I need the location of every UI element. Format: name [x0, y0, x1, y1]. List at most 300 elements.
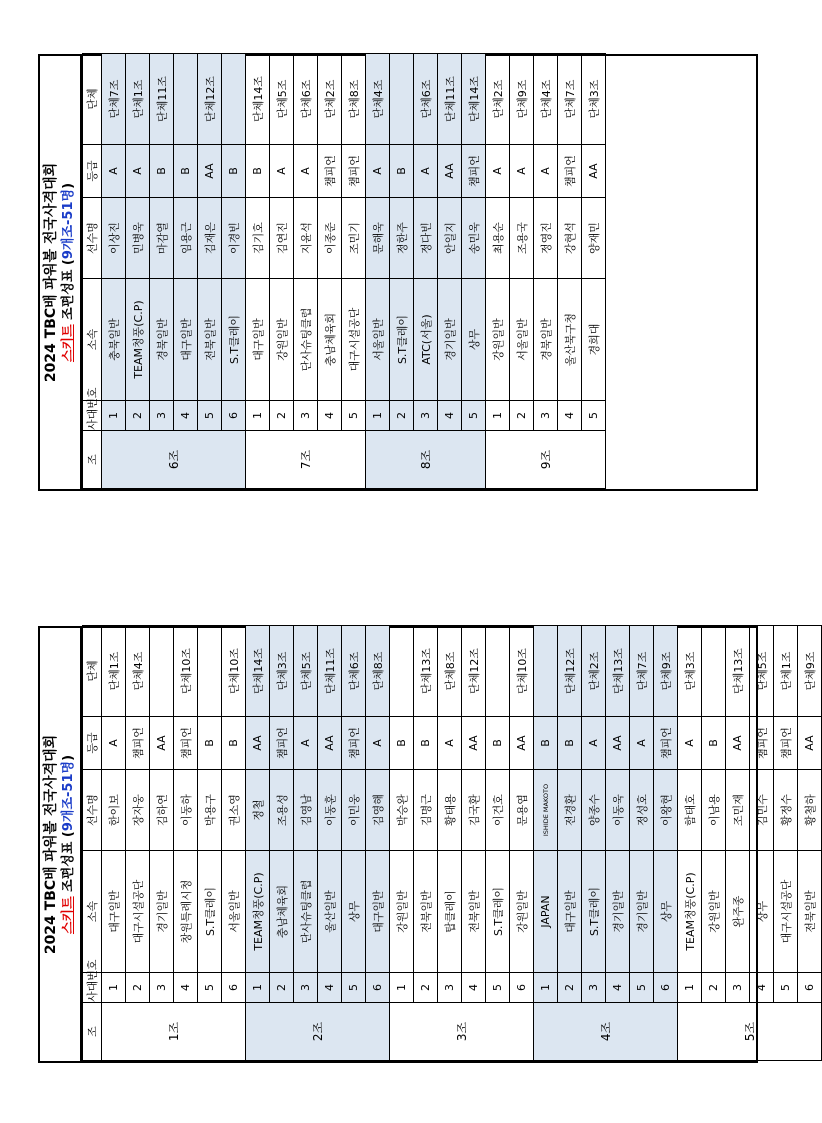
- header-row: [83, 54, 102, 489]
- team-squad: [222, 54, 246, 145]
- grade: A: [582, 717, 606, 770]
- grade: B: [174, 145, 198, 198]
- stand-number: 5: [342, 973, 366, 1003]
- shooter-name: 민병욱: [126, 198, 150, 279]
- group-label: 1조: [102, 1003, 246, 1061]
- stand-number: 4: [174, 401, 198, 431]
- grade: 챔피언: [774, 717, 798, 770]
- grade: B: [390, 145, 414, 198]
- grade: B: [222, 717, 246, 770]
- affiliation: 대구일반: [246, 279, 270, 401]
- team-squad: 단체10조: [222, 626, 246, 717]
- stand-number: 3: [294, 401, 318, 431]
- subtitle-mid: 조편성표 (: [61, 831, 76, 897]
- shooter-name: 조민기: [342, 198, 366, 279]
- affiliation: 경기일반: [438, 279, 462, 401]
- team-squad: 단체7조: [630, 626, 654, 717]
- grade: 챔피언: [750, 717, 774, 770]
- team-squad: 단체9조: [798, 626, 822, 717]
- table-row: [486, 626, 510, 1061]
- affiliation: 서울일반: [366, 279, 390, 401]
- shooter-name: 장자웅: [126, 770, 150, 851]
- grade: 챔피언: [558, 145, 582, 198]
- stand-number: 5: [198, 973, 222, 1003]
- table-row: [798, 626, 822, 1061]
- table-row: [366, 54, 390, 489]
- stand-number: 2: [390, 401, 414, 431]
- grade: A: [102, 145, 126, 198]
- shooter-name: 한이보: [102, 770, 126, 851]
- shooter-name: 김기호: [246, 198, 270, 279]
- grade: B: [702, 717, 726, 770]
- affiliation: S.T클레이: [222, 279, 246, 401]
- grade: B: [534, 717, 558, 770]
- team-squad: 단체11조: [438, 54, 462, 145]
- table-row: [198, 626, 222, 1061]
- table-row: [462, 54, 486, 489]
- table-row: [390, 54, 414, 489]
- affiliation: 전북일반: [414, 851, 438, 973]
- subtitle-mid: 조편성표 (: [61, 259, 76, 325]
- team-squad: 단체14조: [462, 54, 486, 145]
- affiliation: 경북일반: [534, 279, 558, 401]
- team-squad: 단체2조: [582, 626, 606, 717]
- sheet-2: [38, 54, 758, 491]
- shooter-name: 이남용: [702, 770, 726, 851]
- shooter-name: 안일지: [438, 198, 462, 279]
- table-row: [126, 626, 150, 1061]
- grade: 챔피언: [270, 717, 294, 770]
- stand-number: 2: [702, 973, 726, 1003]
- table-row: [558, 54, 582, 489]
- grade: B: [558, 717, 582, 770]
- affiliation: 경기일반: [630, 851, 654, 973]
- stand-number: 1: [102, 973, 126, 1003]
- grade: A: [534, 145, 558, 198]
- table-row: [774, 626, 798, 1061]
- shooter-name: 박용구: [198, 770, 222, 851]
- stand-number: 2: [510, 401, 534, 431]
- table-row: [654, 626, 678, 1061]
- affiliation: 강원일반: [486, 279, 510, 401]
- stand-number: 3: [150, 401, 174, 431]
- team-squad: 단체13조: [414, 626, 438, 717]
- grade: 챔피언: [342, 145, 366, 198]
- team-squad: 단체6조: [342, 626, 366, 717]
- team-squad: 단체11조: [150, 54, 174, 145]
- grade: A: [102, 717, 126, 770]
- shooter-name: 정영진: [534, 198, 558, 279]
- stand-number: 1: [246, 401, 270, 431]
- group-label: 3조: [390, 1003, 534, 1061]
- stand-number: 3: [150, 973, 174, 1003]
- column-header: 단체: [83, 626, 102, 717]
- table-row: [534, 626, 558, 1061]
- shooter-name: 이경빈: [222, 198, 246, 279]
- stand-number: 3: [582, 973, 606, 1003]
- title-block: [40, 56, 82, 489]
- table-row: [702, 626, 726, 1061]
- grade: A: [630, 717, 654, 770]
- table-row: [726, 626, 750, 1061]
- team-squad: [174, 54, 198, 145]
- column-header: 소속: [83, 279, 102, 401]
- stand-number: 3: [726, 973, 750, 1003]
- affiliation: S.T클레이: [582, 851, 606, 973]
- affiliation: 상무: [654, 851, 678, 973]
- shooter-name: 황철하: [798, 770, 822, 851]
- grade: 챔피언: [126, 717, 150, 770]
- team-squad: 단체8조: [342, 54, 366, 145]
- affiliation: 전북일반: [798, 851, 822, 973]
- affiliation: 경희대: [582, 279, 606, 401]
- shooter-name: 송민욱: [462, 198, 486, 279]
- team-squad: [534, 626, 558, 717]
- shooter-name: 권소영: [222, 770, 246, 851]
- affiliation: 대구시설공단: [126, 851, 150, 973]
- table-row: [222, 54, 246, 489]
- stand-number: 1: [678, 973, 702, 1003]
- table-row: [390, 626, 414, 1061]
- table-row: [318, 626, 342, 1061]
- stand-number: 3: [414, 401, 438, 431]
- stand-number: 4: [174, 973, 198, 1003]
- table-row: [462, 626, 486, 1061]
- grade: AA: [462, 717, 486, 770]
- table-row: [606, 626, 630, 1061]
- stand-number: 2: [126, 973, 150, 1003]
- stand-number: 5: [582, 401, 606, 431]
- team-squad: [390, 626, 414, 717]
- subtitle-count: 9개조-51명: [61, 188, 76, 260]
- grade: AA: [246, 717, 270, 770]
- table-row: [174, 54, 198, 489]
- stand-number: 2: [558, 973, 582, 1003]
- table-row: [582, 54, 606, 489]
- affiliation: TEAM청풍(C.P): [246, 851, 270, 973]
- column-header: 소속: [83, 851, 102, 973]
- grade: B: [246, 145, 270, 198]
- table-row: [150, 626, 174, 1061]
- table-row: [366, 626, 390, 1061]
- stand-number: 5: [462, 401, 486, 431]
- group-label: 5조: [678, 1003, 822, 1061]
- affiliation: S.T클레이: [198, 851, 222, 973]
- stand-number: 4: [462, 973, 486, 1003]
- team-squad: 단체1조: [102, 626, 126, 717]
- stand-number: 3: [294, 973, 318, 1003]
- grade: B: [486, 717, 510, 770]
- column-header: 선수명: [83, 770, 102, 851]
- table-row: [414, 626, 438, 1061]
- grade: AA: [726, 717, 750, 770]
- table-row: [150, 54, 174, 489]
- shooter-name: 김하연: [150, 770, 174, 851]
- table-row: [534, 54, 558, 489]
- grade: A: [366, 145, 390, 198]
- doc-subtitle: [60, 628, 77, 1061]
- shooter-name: 김재은: [198, 198, 222, 279]
- shooter-name: 강현석: [558, 198, 582, 279]
- table-row: [678, 626, 702, 1061]
- team-squad: 단체13조: [606, 626, 630, 717]
- table-row: [510, 626, 534, 1061]
- team-squad: [390, 54, 414, 145]
- team-squad: 단체14조: [246, 54, 270, 145]
- grade: B: [198, 717, 222, 770]
- affiliation: 단사슈팅클럽: [294, 851, 318, 973]
- affiliation: 대구일반: [102, 851, 126, 973]
- table-row: [438, 626, 462, 1061]
- shooter-name: 김영남: [294, 770, 318, 851]
- shooter-name: 황태용: [438, 770, 462, 851]
- stand-number: 2: [414, 973, 438, 1003]
- stand-number: 5: [486, 973, 510, 1003]
- grade: A: [294, 145, 318, 198]
- grade: A: [678, 717, 702, 770]
- shooter-name: 이동욱: [606, 770, 630, 851]
- affiliation: 대구시설공단: [342, 279, 366, 401]
- shooter-name: 최용순: [486, 198, 510, 279]
- stand-number: 6: [366, 973, 390, 1003]
- shooter-name: 정다빈: [414, 198, 438, 279]
- stand-number: 4: [606, 973, 630, 1003]
- table-row: [102, 626, 126, 1061]
- stand-number: 4: [318, 973, 342, 1003]
- shooter-name: 임용근: [174, 198, 198, 279]
- team-squad: 단체4조: [366, 54, 390, 145]
- subtitle-end: ): [61, 182, 76, 189]
- shooter-name: 문용엽: [510, 770, 534, 851]
- affiliation: 단사슈팅클럽: [294, 279, 318, 401]
- column-header: 등급: [83, 145, 102, 198]
- table-row: [438, 54, 462, 489]
- table-row: [222, 626, 246, 1061]
- team-squad: 단체8조: [438, 626, 462, 717]
- grade: 챔피언: [318, 145, 342, 198]
- team-squad: [702, 626, 726, 717]
- affiliation: 강원일반: [510, 851, 534, 973]
- column-header: 선수명: [83, 198, 102, 279]
- shooter-name: 양재민: [582, 198, 606, 279]
- doc-title: 2024 TBC배 파워볼 전국사격대회: [43, 162, 59, 383]
- stand-number: 3: [438, 973, 462, 1003]
- team-squad: 단체2조: [318, 54, 342, 145]
- team-squad: 단체12조: [198, 54, 222, 145]
- affiliation: 전북일반: [198, 279, 222, 401]
- table-row: [558, 626, 582, 1061]
- team-squad: 단체10조: [174, 626, 198, 717]
- table-row: [294, 54, 318, 489]
- team-squad: 단체6조: [294, 54, 318, 145]
- team-squad: 단체1조: [126, 54, 150, 145]
- table-row: [246, 626, 270, 1061]
- table-row: [318, 54, 342, 489]
- table-row: [750, 626, 774, 1061]
- team-squad: 단체3조: [270, 626, 294, 717]
- affiliation: 상무: [342, 851, 366, 973]
- team-squad: 단체3조: [678, 626, 702, 717]
- column-header: 등급: [83, 717, 102, 770]
- grade: A: [270, 145, 294, 198]
- team-squad: 단체9조: [654, 626, 678, 717]
- shooter-name: 정한주: [390, 198, 414, 279]
- team-squad: 단체4조: [534, 54, 558, 145]
- table-row: [486, 54, 510, 489]
- stand-number: 5: [630, 973, 654, 1003]
- grade: B: [390, 717, 414, 770]
- affiliation: 완주종: [726, 851, 750, 973]
- grade: 챔피언: [174, 717, 198, 770]
- shooter-name: 조용국: [510, 198, 534, 279]
- column-header: 조: [83, 1003, 102, 1061]
- shooter-name: ISHIDE MAKOTO: [534, 770, 558, 851]
- stand-number: 2: [270, 973, 294, 1003]
- table-row: [342, 626, 366, 1061]
- stand-number: 6: [222, 973, 246, 1003]
- team-squad: [198, 626, 222, 717]
- shooter-name: 김명근: [414, 770, 438, 851]
- grade: AA: [606, 717, 630, 770]
- team-squad: 단체6조: [414, 54, 438, 145]
- stand-number: 2: [126, 401, 150, 431]
- table-row: [294, 626, 318, 1061]
- shooter-name: 함태호: [678, 770, 702, 851]
- team-squad: 단체13조: [726, 626, 750, 717]
- stand-number: 6: [798, 973, 822, 1003]
- stand-number: 1: [486, 401, 510, 431]
- grade: AA: [318, 717, 342, 770]
- affiliation: 대구일반: [558, 851, 582, 973]
- affiliation: 전북일반: [462, 851, 486, 973]
- affiliation: 상무: [750, 851, 774, 973]
- shooter-name: 김영해: [366, 770, 390, 851]
- group-label: 6조: [102, 431, 246, 489]
- group-label: 8조: [366, 431, 486, 489]
- shooter-name: 이상진: [102, 198, 126, 279]
- affiliation: S.T클레이: [486, 851, 510, 973]
- team-squad: 단체14조: [246, 626, 270, 717]
- shooter-name: 이동하: [174, 770, 198, 851]
- team-squad: [150, 626, 174, 717]
- affiliation: 강원일반: [702, 851, 726, 973]
- table-row: [270, 626, 294, 1061]
- stand-number: 4: [318, 401, 342, 431]
- grade: AA: [438, 145, 462, 198]
- grade: AA: [798, 717, 822, 770]
- affiliation: JAPAN: [534, 851, 558, 973]
- group-label: 4조: [534, 1003, 678, 1061]
- subtitle-event: 스키트: [61, 896, 76, 935]
- affiliation: 대구일반: [174, 279, 198, 401]
- affiliation: TEAM청풍(C.P): [678, 851, 702, 973]
- doc-subtitle: [60, 56, 77, 489]
- grade: A: [510, 145, 534, 198]
- column-header: 단체: [83, 54, 102, 145]
- table-row: [582, 626, 606, 1061]
- grade: A: [438, 717, 462, 770]
- grade: B: [222, 145, 246, 198]
- grade: A: [294, 717, 318, 770]
- grade: 챔피언: [462, 145, 486, 198]
- team-squad: 단체1조: [774, 626, 798, 717]
- stand-number: 6: [510, 973, 534, 1003]
- affiliation: 서울일반: [510, 279, 534, 401]
- team-squad: 단체12조: [462, 626, 486, 717]
- affiliation: 경기일반: [606, 851, 630, 973]
- table-row: [174, 626, 198, 1061]
- stand-number: 1: [102, 401, 126, 431]
- stand-number: 1: [246, 973, 270, 1003]
- shooter-name: 지윤석: [294, 198, 318, 279]
- affiliation: 충남체육회: [270, 851, 294, 973]
- shooter-name: 김연진: [270, 198, 294, 279]
- affiliation: 강원일반: [270, 279, 294, 401]
- group-label: 9조: [486, 431, 606, 489]
- shooter-name: 양종수: [582, 770, 606, 851]
- affiliation: 상무: [462, 279, 486, 401]
- stand-number: 4: [558, 401, 582, 431]
- affiliation: 탑클레이: [438, 851, 462, 973]
- shooter-name: 이왕현: [654, 770, 678, 851]
- affiliation: 강원일반: [390, 851, 414, 973]
- shooter-name: 마감열: [150, 198, 174, 279]
- affiliation: 대구일반: [366, 851, 390, 973]
- group-label: 7조: [246, 431, 366, 489]
- affiliation: 울산북구청: [558, 279, 582, 401]
- shooter-name: 조민재: [726, 770, 750, 851]
- stand-number: 4: [438, 401, 462, 431]
- grade: AA: [582, 145, 606, 198]
- stand-number: 1: [366, 401, 390, 431]
- shooter-name: 조용성: [270, 770, 294, 851]
- grade: A: [126, 145, 150, 198]
- title-block: [40, 628, 82, 1061]
- team-squad: 단체12조: [558, 626, 582, 717]
- grade: B: [150, 145, 174, 198]
- stand-number: 1: [390, 973, 414, 1003]
- affiliation: TEAM청풍(C.P): [126, 279, 150, 401]
- grade: AA: [198, 145, 222, 198]
- table-row: [198, 54, 222, 489]
- shooter-name: 정철: [246, 770, 270, 851]
- column-header: 사대번호: [83, 401, 102, 431]
- stand-number: 5: [198, 401, 222, 431]
- shooter-name: 김국환: [462, 770, 486, 851]
- table-row: [270, 54, 294, 489]
- stand-number: 5: [774, 973, 798, 1003]
- stand-number: 3: [534, 401, 558, 431]
- stand-number: 2: [270, 401, 294, 431]
- team-squad: 단체7조: [102, 54, 126, 145]
- squad-table: [82, 53, 606, 489]
- affiliation: 충북일반: [102, 279, 126, 401]
- grade: 챔피언: [654, 717, 678, 770]
- table-row: [342, 54, 366, 489]
- header-row: [83, 626, 102, 1061]
- grade: A: [414, 145, 438, 198]
- column-header: 사대번호: [83, 973, 102, 1003]
- team-squad: 단체2조: [486, 54, 510, 145]
- table-row: [510, 54, 534, 489]
- stand-number: 4: [750, 973, 774, 1003]
- grade: AA: [150, 717, 174, 770]
- grade: A: [486, 145, 510, 198]
- sheet-1: [38, 626, 817, 1063]
- grade: A: [366, 717, 390, 770]
- shooter-name: 이건호: [486, 770, 510, 851]
- grade: B: [414, 717, 438, 770]
